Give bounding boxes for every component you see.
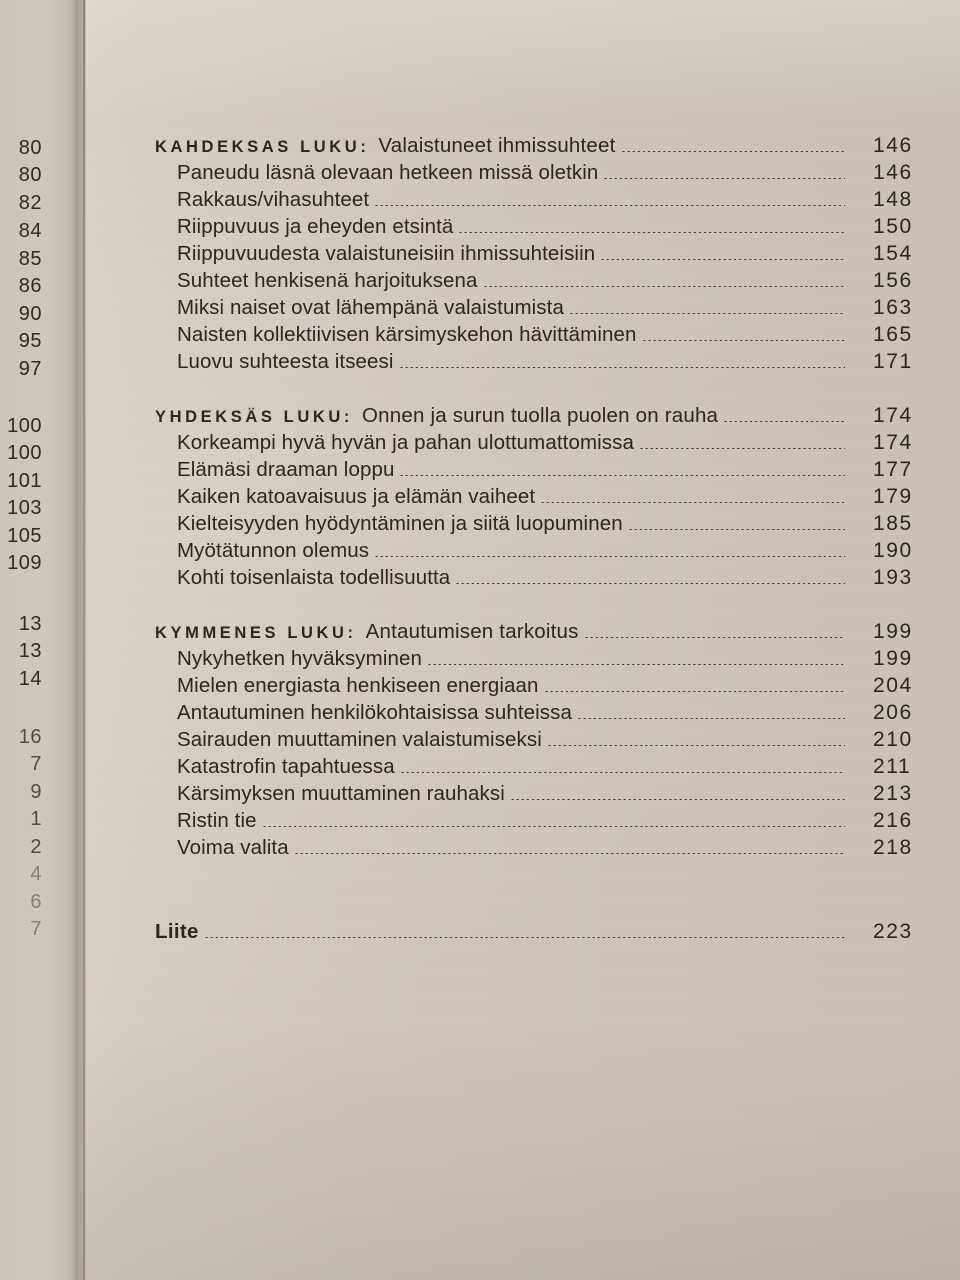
previous-page-number: 7 xyxy=(30,918,42,940)
previous-page-number: 101 xyxy=(7,470,42,492)
dot-leader xyxy=(510,799,845,800)
toc-chapter-section xyxy=(155,618,935,861)
previous-page-number: 100 xyxy=(7,442,42,464)
toc-entry-row[interactable] xyxy=(155,807,935,834)
dot-leader xyxy=(577,718,845,719)
page-bottom-shading xyxy=(86,1020,960,1280)
table-of-contents-list xyxy=(155,132,935,945)
dot-leader xyxy=(600,259,845,260)
toc-entry-row[interactable] xyxy=(155,159,935,186)
dot-leader xyxy=(374,556,845,557)
page-number: 190 xyxy=(873,539,913,562)
dot-leader xyxy=(400,772,845,773)
dot-leader xyxy=(642,340,845,341)
toc-chapter-section xyxy=(155,402,935,591)
toc-entry-title: Katastrofin tapahtuessa xyxy=(177,755,395,778)
toc-entry-row[interactable] xyxy=(155,753,935,780)
toc-entry-row[interactable] xyxy=(155,672,935,699)
page-number: 199 xyxy=(873,620,913,643)
page-top-highlight xyxy=(86,0,960,120)
previous-page-number: 82 xyxy=(18,192,42,214)
previous-page-number: 95 xyxy=(18,330,42,352)
toc-entry-title: Riippuvuudesta valaistuneisiin ihmissuhteisiin xyxy=(177,242,596,265)
previous-page-number: 2 xyxy=(30,836,42,858)
previous-page-number: 9 xyxy=(30,781,42,803)
dot-leader xyxy=(544,691,845,692)
page-number: 146 xyxy=(873,161,913,184)
page-number: 146 xyxy=(873,134,913,157)
toc-entry-title: Nykyhetken hyväksyminen xyxy=(177,647,422,670)
toc-entry-title: Mielen energiasta henkiseen energiaan xyxy=(177,674,539,697)
dot-leader xyxy=(483,286,845,287)
toc-chapter-heading xyxy=(155,402,718,431)
previous-page-number: 14 xyxy=(18,668,42,690)
toc-appendix-title: Liite xyxy=(155,920,199,943)
dot-leader xyxy=(628,529,845,530)
page-number: 165 xyxy=(873,323,913,346)
toc-entry-title: Korkeampi hyvä hyvän ja pahan ulottumattomissa xyxy=(177,431,634,454)
page-number: 206 xyxy=(873,701,913,724)
toc-entry-row[interactable] xyxy=(155,780,935,807)
page-number: 204 xyxy=(873,674,913,697)
dot-leader xyxy=(540,502,845,503)
previous-page-number: 80 xyxy=(18,164,42,186)
toc-entry-title: Suhteet henkisenä harjoituksena xyxy=(177,269,478,292)
previous-page-number: 13 xyxy=(18,640,42,662)
toc-entry-title: Luovu suhteesta itseesi xyxy=(177,350,394,373)
toc-chapter-row[interactable] xyxy=(155,618,935,645)
previous-page-number: 86 xyxy=(18,275,42,297)
chapter-title: Onnen ja surun tuolla puolen on rauha xyxy=(362,404,719,427)
dot-leader xyxy=(547,745,845,746)
toc-chapter-heading xyxy=(155,618,579,647)
toc-entry-row[interactable] xyxy=(155,186,935,213)
page-number: 150 xyxy=(873,215,913,238)
page-number: 163 xyxy=(873,296,913,319)
previous-page-number: 85 xyxy=(18,248,42,270)
toc-entry-row[interactable] xyxy=(155,510,935,537)
toc-entry-row[interactable] xyxy=(155,429,935,456)
toc-entry-title: Sairauden muuttaminen valaistumiseksi xyxy=(177,728,542,751)
toc-appendix-row[interactable] xyxy=(155,918,935,945)
toc-entry-row[interactable] xyxy=(155,294,935,321)
previous-page-number: 13 xyxy=(18,613,42,635)
page-fold-line xyxy=(83,0,85,1280)
page-number: 174 xyxy=(873,431,913,454)
previous-page-number: 105 xyxy=(7,525,42,547)
toc-entry-title: Kärsimyksen muuttaminen rauhaksi xyxy=(177,782,505,805)
page-number: 211 xyxy=(873,755,912,778)
dot-leader xyxy=(584,637,845,638)
chapter-title: Valaistuneet ihmissuhteet xyxy=(378,134,616,157)
toc-entry-title: Rakkaus/vihasuhteet xyxy=(177,188,370,211)
toc-entry-title: Naisten kollektiivisen kärsimyskehon hävittäminen xyxy=(177,323,637,346)
toc-entry-row[interactable] xyxy=(155,645,935,672)
dot-leader xyxy=(427,664,845,665)
page-number: 154 xyxy=(873,242,913,265)
toc-entry-title: Kohti toisenlaista todellisuutta xyxy=(177,566,451,589)
dot-leader xyxy=(458,232,845,233)
page-number: 216 xyxy=(873,809,913,832)
toc-entry-row[interactable] xyxy=(155,456,935,483)
page-number: 193 xyxy=(873,566,913,589)
toc-entry-row[interactable] xyxy=(155,564,935,591)
dot-leader xyxy=(374,205,845,206)
previous-page-margin-numbers xyxy=(0,0,72,1280)
toc-entry-row[interactable] xyxy=(155,726,935,753)
previous-page-number: 100 xyxy=(7,415,42,437)
toc-chapter-row[interactable] xyxy=(155,132,935,159)
toc-entry-row[interactable] xyxy=(155,240,935,267)
toc-entry-title: Kaiken katoavaisuus ja elämän vaiheet xyxy=(177,485,536,508)
toc-chapter-section xyxy=(155,132,935,375)
toc-entry-title: Ristin tie xyxy=(177,809,257,832)
toc-chapter-row[interactable] xyxy=(155,402,935,429)
toc-entry-title: Elämäsi draaman loppu xyxy=(177,458,395,481)
toc-chapter-heading xyxy=(155,132,616,161)
toc-entry-row[interactable] xyxy=(155,483,935,510)
toc-entry-row[interactable] xyxy=(155,348,935,375)
table-of-contents-page xyxy=(86,0,960,1280)
page-number: 171 xyxy=(873,350,913,373)
page-number: 174 xyxy=(873,404,913,427)
page-number: 210 xyxy=(873,728,913,751)
previous-page-number: 80 xyxy=(18,137,42,159)
page-number: 223 xyxy=(873,920,913,943)
dot-leader xyxy=(399,367,845,368)
previous-page-number: 16 xyxy=(18,726,42,748)
dot-leader xyxy=(455,583,845,584)
toc-entry-title: Kielteisyyden hyödyntäminen ja siitä luopuminen xyxy=(177,512,623,535)
toc-entry-row[interactable] xyxy=(155,834,935,861)
chapter-label: YHDEKSÄS LUKU: xyxy=(155,408,353,426)
previous-page-number: 90 xyxy=(18,303,42,325)
toc-entry-row[interactable] xyxy=(155,699,935,726)
chapter-label: KYMMENES LUKU: xyxy=(155,624,357,642)
previous-page-number: 4 xyxy=(30,863,42,885)
toc-entry-title: Antautuminen henkilökohtaisissa suhteissa xyxy=(177,701,572,724)
page-number: 148 xyxy=(873,188,913,211)
page-number: 213 xyxy=(873,782,913,805)
toc-entry-title: Myötätunnon olemus xyxy=(177,539,370,562)
page-number: 199 xyxy=(873,647,913,670)
dot-leader xyxy=(621,151,845,152)
dot-leader xyxy=(399,475,845,476)
toc-entry-title: Paneudu läsnä olevaan hetkeen missä oletkin xyxy=(177,161,599,184)
previous-page-number: 109 xyxy=(7,552,42,574)
toc-entry-row[interactable] xyxy=(155,537,935,564)
toc-entry-row[interactable] xyxy=(155,321,935,348)
toc-entry-row[interactable] xyxy=(155,213,935,240)
previous-page-number: 1 xyxy=(30,808,42,830)
toc-entry-row[interactable] xyxy=(155,267,935,294)
previous-page-number: 84 xyxy=(18,220,42,242)
previous-page-number: 7 xyxy=(30,753,42,775)
previous-page-number: 6 xyxy=(30,891,42,913)
toc-entry-title: Miksi naiset ovat lähempänä valaistumista xyxy=(177,296,564,319)
dot-leader xyxy=(723,421,845,422)
dot-leader xyxy=(639,448,845,449)
page-number: 218 xyxy=(873,836,913,859)
toc-entry-title: Riippuvuus ja eheyden etsintä xyxy=(177,215,454,238)
page-number: 179 xyxy=(873,485,913,508)
previous-page-number: 103 xyxy=(7,497,42,519)
page-number: 177 xyxy=(873,458,913,481)
dot-leader xyxy=(262,826,845,827)
previous-page-number: 97 xyxy=(18,358,42,380)
dot-leader xyxy=(294,853,845,854)
dot-leader xyxy=(569,313,845,314)
page-number: 185 xyxy=(873,512,913,535)
dot-leader xyxy=(603,178,845,179)
page-number: 156 xyxy=(873,269,913,292)
chapter-label: KAHDEKSAS LUKU: xyxy=(155,138,370,156)
toc-entry-title: Voima valita xyxy=(177,836,289,859)
chapter-title: Antautumisen tarkoitus xyxy=(365,620,579,643)
dot-leader xyxy=(204,937,845,938)
previous-page-edge xyxy=(0,0,78,1280)
